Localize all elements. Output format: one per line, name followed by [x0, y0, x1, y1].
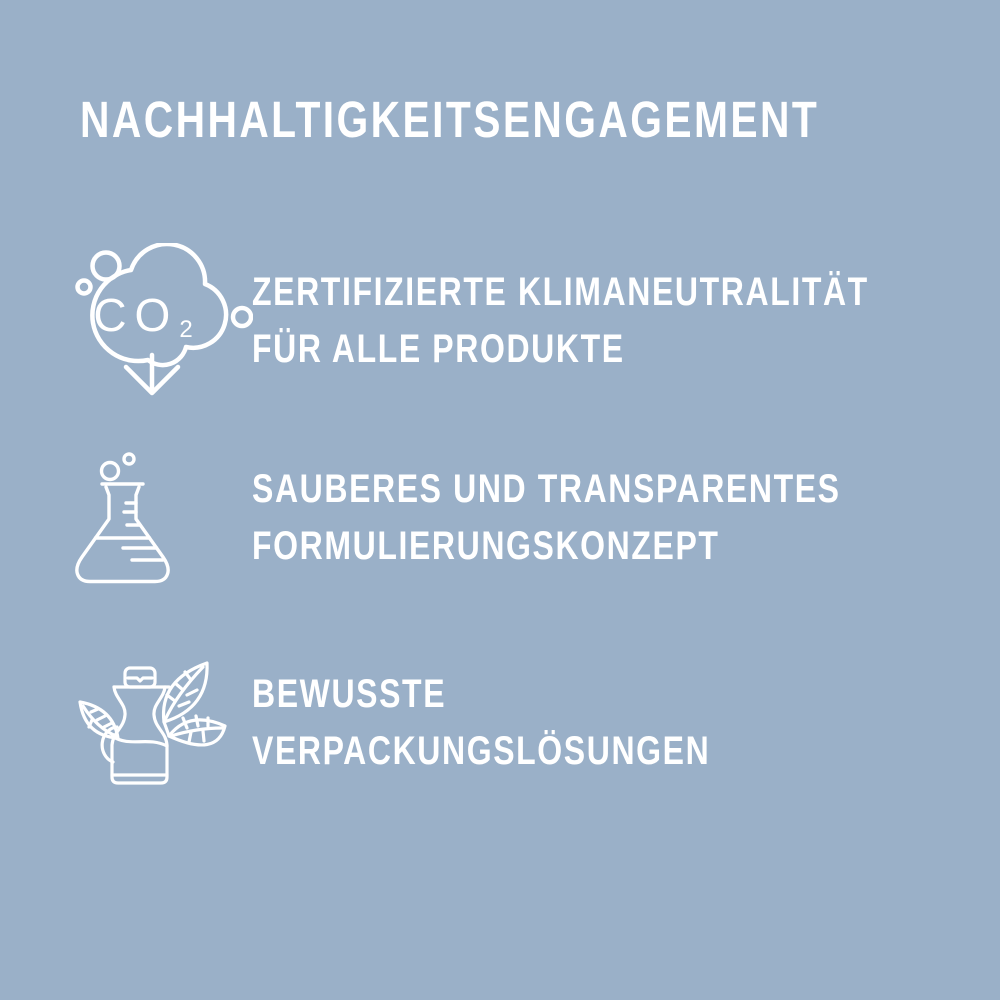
- item-climate-neutrality: [75, 243, 955, 398]
- co2-cloud-arrow-down-icon: [75, 243, 253, 398]
- item-climate-text: [252, 264, 869, 378]
- item-packaging: [75, 658, 955, 788]
- item-line: ZERTIFIZIERTE KLIMANEUTRALITÄT: [252, 269, 869, 314]
- item-packaging-text: [252, 666, 710, 780]
- co2-text: CO2: [93, 289, 201, 343]
- item-line: FÜR ALLE PRODUKTE: [252, 326, 625, 371]
- item-line: BEWUSSTE: [252, 672, 447, 716]
- item-line: SAUBERES UND TRANSPARENTES: [252, 466, 841, 511]
- item-line: FORMULIERUNGSKONZEPT: [252, 523, 720, 568]
- item-line: VERPACKUNGSLÖSUNGEN: [252, 729, 711, 773]
- item-clean-formulation: [75, 450, 955, 585]
- page-title: NACHHALTIGKEITSENGAGEMENT: [80, 91, 820, 148]
- bottle-with-leaves-icon: [75, 658, 230, 788]
- item-formulation-text: [252, 461, 841, 575]
- erlenmeyer-flask-icon: [75, 450, 170, 585]
